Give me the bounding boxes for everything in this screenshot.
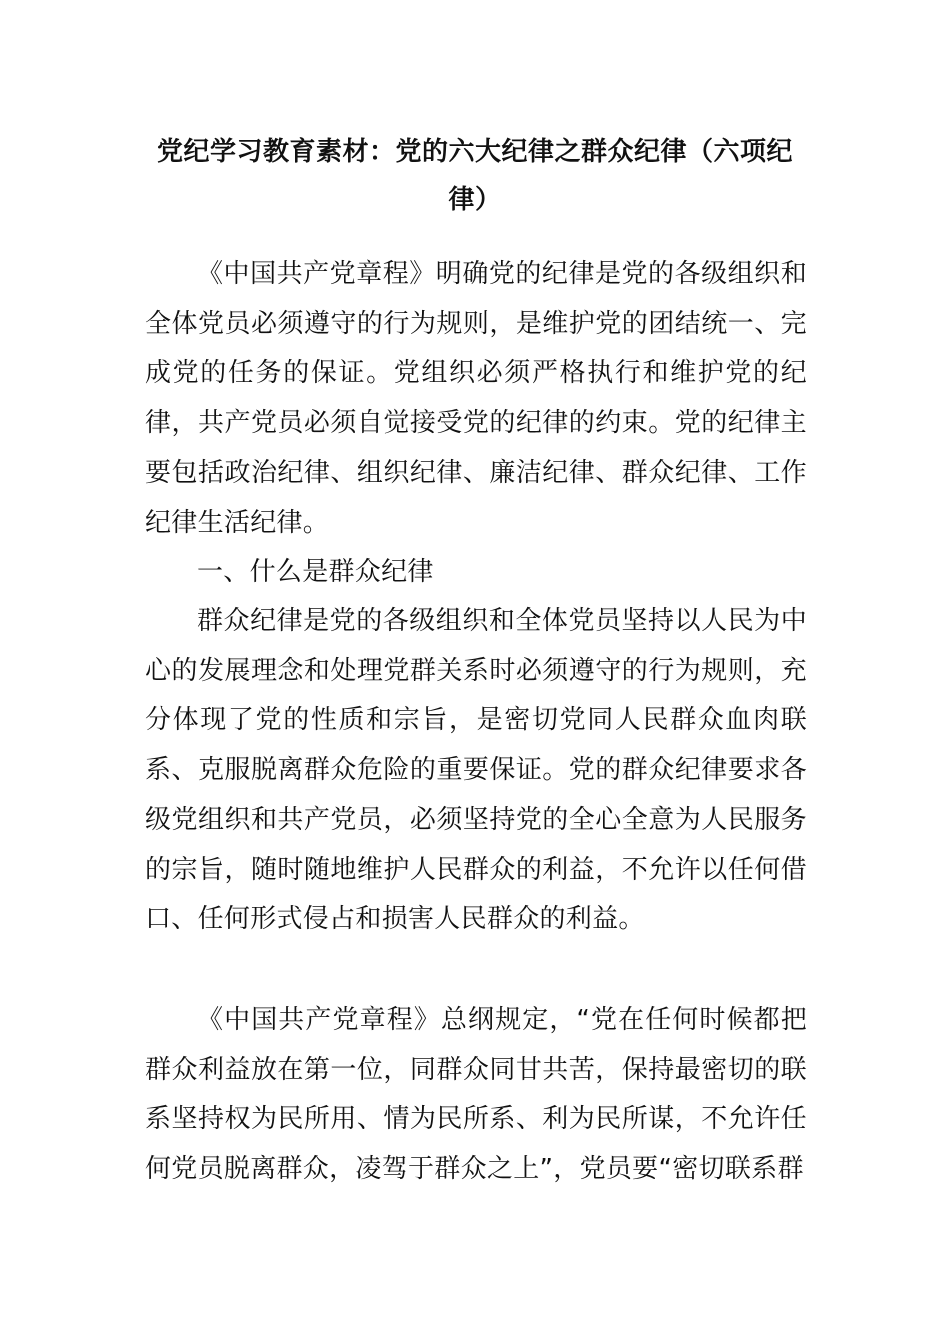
paragraph-constitution-general-provisions: 《中国共产党章程》总纲规定，“党在任何时候都把群众利益放在第一位，同群众同甘共苦，保持最密切的联系坚持权为民所用、情为民所系、利为民所谋，不允许任何党员脱离群众，凌驾于群众之上”，党员要“密切联系群 bbox=[145, 1005, 807, 1185]
section-heading-mass-discipline: 一、什么是群众纪律 bbox=[197, 557, 434, 587]
paragraph-mass-discipline-definition: 群众纪律是党的各级组织和全体党员坚持以人民为中心的发展理念和处理党群关系时必须遵守的行为规则，充分体现了党的性质和宗旨，是密切党同人民群众血肉联系、克服脱离群众危险的重要保证。党的群众纪律要求各级党组织和共产党员，必须坚持党的全心全意为人民服务的宗旨，随时随地维护人民群众的利益，不允许以任何借口、任何形式侵占和损害人民群众的利益。 bbox=[145, 606, 807, 935]
paragraph-party-constitution-discipline: 《中国共产党章程》明确党的纪律是党的各级组织和全体党员必须遵守的行为规则，是维护党的团结统一、完成党的任务的保证。党组织必须严格执行和维护党的纪律，共产党员必须自觉接受党的纪律的约束。党的纪律主要包括政治纪律、组织纪律、廉洁纪律、群众纪律、工作纪律生活纪律。 bbox=[145, 259, 807, 538]
document-title: 党纪学习教育素材：党的六大纪律之群众纪律（六项纪律） bbox=[156, 137, 793, 215]
